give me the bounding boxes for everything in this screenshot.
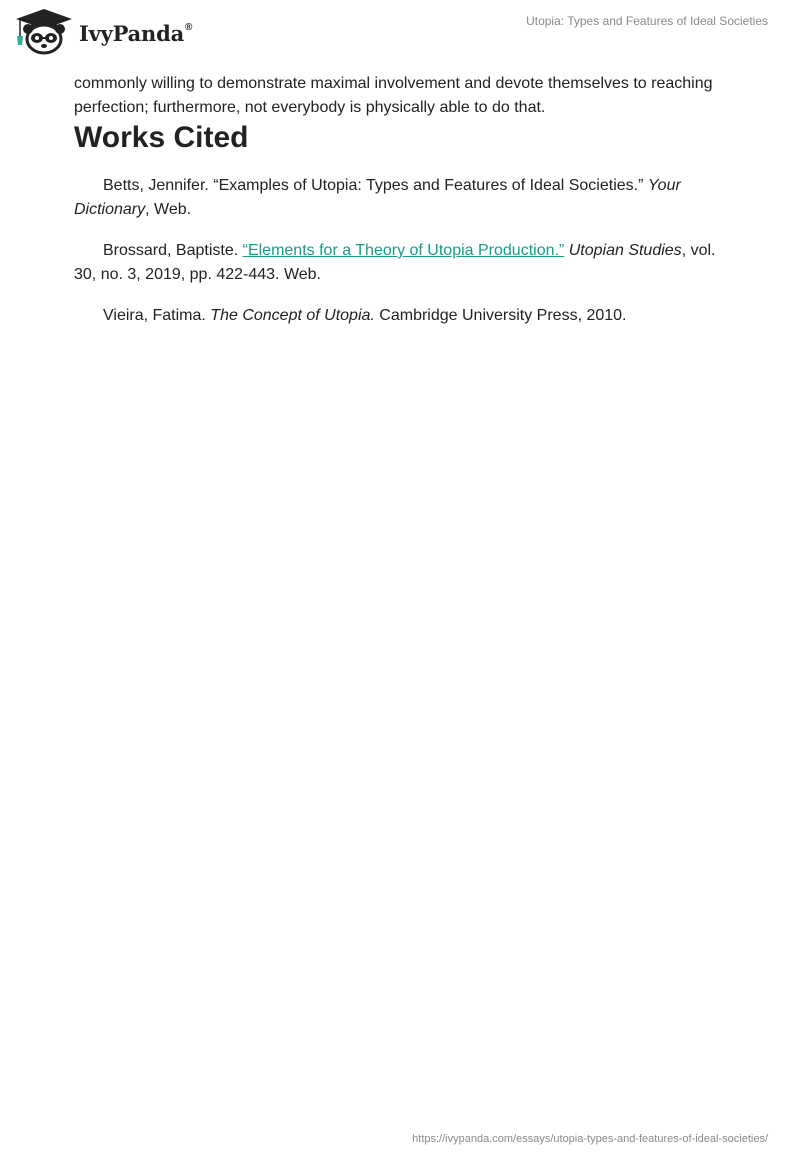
logo-name: IvyPanda <box>79 20 185 46</box>
citation-title-link[interactable]: “Elements for a Theory of Utopia Production.” <box>242 242 565 259</box>
registered-mark: ® <box>185 21 193 33</box>
citation-betts <box>74 174 734 222</box>
citation-author: Vieira, Fatima. <box>103 307 211 324</box>
footer-source-url: https://ivypanda.com/essays/utopia-types-and-features-of-ideal-societies/ <box>412 1133 768 1145</box>
citation-details: , vol. 30, no. 3, 2019, pp. 422-443. Web. <box>74 242 716 283</box>
citation-details: Cambridge University Press, 2010. <box>374 307 627 324</box>
panda-graduation-cap-icon <box>14 7 74 55</box>
citation-vieira <box>74 304 734 328</box>
citation-title: “Examples of Utopia: Types and Features of Ideal Societies.” <box>213 177 648 194</box>
citation-container: Your Dictionary <box>74 177 681 218</box>
page-content <box>74 72 734 345</box>
citation-brossard <box>74 239 734 287</box>
document-title: Utopia: Types and Features of Ideal Societies <box>526 14 768 28</box>
intro-paragraph: commonly willing to demonstrate maximal involvement and devote themselves to reaching perfection; furthermore, not everybody is physically able to do that. <box>74 75 713 116</box>
citation-details: , Web. <box>145 201 192 218</box>
citation-author: Betts, Jennifer. <box>103 177 214 194</box>
ivypanda-logo[interactable] <box>14 7 192 55</box>
citation-container: Utopian Studies <box>568 242 682 259</box>
citation-title: The Concept of Utopia. <box>210 307 375 324</box>
citation-author: Brossard, Baptiste. <box>103 242 243 259</box>
logo-wordmark <box>79 21 192 46</box>
page-header <box>0 0 800 64</box>
works-cited-heading: Works Cited <box>74 121 249 154</box>
